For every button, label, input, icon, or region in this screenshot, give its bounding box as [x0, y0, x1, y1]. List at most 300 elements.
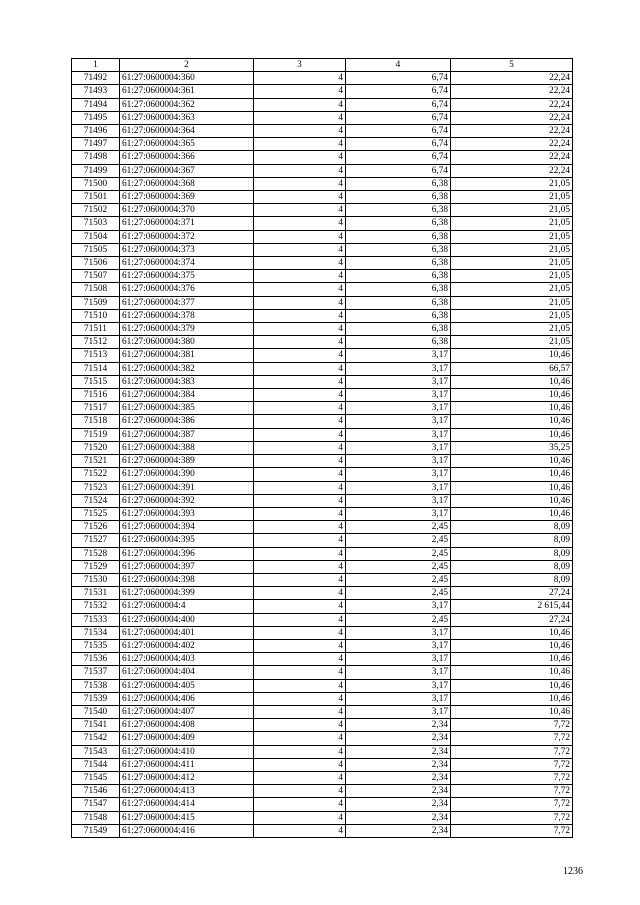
table-cell: 3,17 [346, 600, 451, 613]
table-cell: 2,45 [346, 547, 451, 560]
table-cell: 10,46 [451, 349, 573, 362]
table-cell: 10,46 [451, 507, 573, 520]
table-cell: 6,38 [346, 270, 451, 283]
table-cell: 6,38 [346, 230, 451, 243]
table-cell: 3,17 [346, 666, 451, 679]
table-cell: 10,46 [451, 481, 573, 494]
table-cell: 61:27:0600004:375 [120, 270, 254, 283]
table-row [72, 587, 573, 600]
table-cell: 71526 [72, 521, 120, 534]
table-cell: 3,17 [346, 362, 451, 375]
column-header: 1 [72, 59, 120, 72]
table-cell: 2,34 [346, 719, 451, 732]
table-cell: 6,74 [346, 138, 451, 151]
table-cell: 4 [254, 560, 346, 573]
table-cell: 71533 [72, 613, 120, 626]
table-cell: 71539 [72, 692, 120, 705]
table-row [72, 296, 573, 309]
table-row [72, 613, 573, 626]
table-cell: 6,38 [346, 217, 451, 230]
table-cell: 10,46 [451, 494, 573, 507]
table-cell: 10,46 [451, 639, 573, 652]
table-cell: 10,46 [451, 705, 573, 718]
table-cell: 61:27:0600004:404 [120, 666, 254, 679]
table-cell: 7,72 [451, 732, 573, 745]
table-cell: 10,46 [451, 653, 573, 666]
table-cell: 61:27:0600004:409 [120, 732, 254, 745]
table-row [72, 745, 573, 758]
table-cell: 8,09 [451, 547, 573, 560]
table-cell: 4 [254, 389, 346, 402]
table-cell: 71500 [72, 177, 120, 190]
table-cell: 4 [254, 98, 346, 111]
table-cell: 4 [254, 547, 346, 560]
table-cell: 61:27:0600004:368 [120, 177, 254, 190]
table-cell: 2,34 [346, 785, 451, 798]
table-cell: 71509 [72, 296, 120, 309]
table-cell: 71506 [72, 257, 120, 270]
table-row [72, 309, 573, 322]
table-cell: 71528 [72, 547, 120, 560]
table-cell: 71508 [72, 283, 120, 296]
table-cell: 4 [254, 323, 346, 336]
table-cell: 21,05 [451, 191, 573, 204]
table-cell: 4 [254, 798, 346, 811]
table-cell: 3,17 [346, 455, 451, 468]
table-row [72, 375, 573, 388]
table-cell: 71537 [72, 666, 120, 679]
table-cell: 71542 [72, 732, 120, 745]
table-row [72, 771, 573, 784]
table-cell: 61:27:0600004:383 [120, 375, 254, 388]
table-row [72, 692, 573, 705]
table-cell: 61:27:0600004:361 [120, 85, 254, 98]
data-table [71, 58, 573, 838]
table-cell: 22,24 [451, 72, 573, 85]
table-cell: 4 [254, 732, 346, 745]
table-cell: 71522 [72, 468, 120, 481]
table-cell: 71498 [72, 151, 120, 164]
table-cell: 4 [254, 375, 346, 388]
table-cell: 4 [254, 639, 346, 652]
table-cell: 61:27:0600004:397 [120, 560, 254, 573]
table-cell: 71494 [72, 98, 120, 111]
table-cell: 6,38 [346, 296, 451, 309]
table-cell: 71503 [72, 217, 120, 230]
table-cell: 61:27:0600004:387 [120, 428, 254, 441]
table-cell: 4 [254, 125, 346, 138]
table-row [72, 177, 573, 190]
table-row [72, 600, 573, 613]
table-cell: 61:27:0600004:411 [120, 758, 254, 771]
table-cell: 10,46 [451, 455, 573, 468]
table-cell: 4 [254, 257, 346, 270]
table-row [72, 283, 573, 296]
table-cell: 61:27:0600004:365 [120, 138, 254, 151]
table-cell: 8,09 [451, 521, 573, 534]
table-cell: 71549 [72, 824, 120, 837]
table-cell: 61:27:0600004:391 [120, 481, 254, 494]
table-cell: 61:27:0600004:388 [120, 441, 254, 454]
table-cell: 10,46 [451, 666, 573, 679]
table-cell: 10,46 [451, 415, 573, 428]
table-cell: 22,24 [451, 164, 573, 177]
table-cell: 61:27:0600004:390 [120, 468, 254, 481]
table-cell: 61:27:0600004:377 [120, 296, 254, 309]
table-cell: 71538 [72, 679, 120, 692]
table-cell: 3,17 [346, 653, 451, 666]
table-cell: 6,38 [346, 309, 451, 322]
table-cell: 61:27:0600004:403 [120, 653, 254, 666]
table-row [72, 560, 573, 573]
table-cell: 10,46 [451, 389, 573, 402]
table-cell: 71501 [72, 191, 120, 204]
table-cell: 71546 [72, 785, 120, 798]
table-row [72, 362, 573, 375]
table-cell: 3,17 [346, 441, 451, 454]
table-cell: 21,05 [451, 243, 573, 256]
table-cell: 21,05 [451, 309, 573, 322]
table-cell: 71510 [72, 309, 120, 322]
table-cell: 61:27:0600004:416 [120, 824, 254, 837]
table-cell: 71504 [72, 230, 120, 243]
table-row [72, 151, 573, 164]
table-row [72, 402, 573, 415]
table-cell: 71532 [72, 600, 120, 613]
table-cell: 2,34 [346, 811, 451, 824]
table-cell: 71545 [72, 771, 120, 784]
table-cell: 8,09 [451, 534, 573, 547]
table-cell: 7,72 [451, 771, 573, 784]
table-cell: 10,46 [451, 692, 573, 705]
table-cell: 71493 [72, 85, 120, 98]
table-cell: 61:27:0600004:376 [120, 283, 254, 296]
table-cell: 4 [254, 204, 346, 217]
table-cell: 4 [254, 230, 346, 243]
table-cell: 61:27:0600004:373 [120, 243, 254, 256]
table-cell: 4 [254, 653, 346, 666]
table-cell: 8,09 [451, 560, 573, 573]
table-cell: 71548 [72, 811, 120, 824]
table-cell: 4 [254, 402, 346, 415]
table-cell: 61:27:0600004:360 [120, 72, 254, 85]
table-cell: 71535 [72, 639, 120, 652]
table-cell: 61:27:0600004:363 [120, 111, 254, 124]
table-cell: 61:27:0600004:401 [120, 626, 254, 639]
table-cell: 4 [254, 573, 346, 586]
table-cell: 10,46 [451, 402, 573, 415]
table-cell: 6,38 [346, 336, 451, 349]
table-row [72, 653, 573, 666]
table-row [72, 441, 573, 454]
table-cell: 21,05 [451, 204, 573, 217]
table-cell: 2,34 [346, 798, 451, 811]
table-row [72, 626, 573, 639]
table-cell: 71511 [72, 323, 120, 336]
column-header: 4 [346, 59, 451, 72]
table-row [72, 389, 573, 402]
table-cell: 4 [254, 679, 346, 692]
table-cell: 4 [254, 336, 346, 349]
table-cell: 2,45 [346, 587, 451, 600]
table-row [72, 521, 573, 534]
table-row [72, 323, 573, 336]
table-cell: 71515 [72, 375, 120, 388]
table-row [72, 798, 573, 811]
table-cell: 35,25 [451, 441, 573, 454]
table-cell: 6,74 [346, 111, 451, 124]
table-cell: 61:27:0600004:413 [120, 785, 254, 798]
table-cell: 4 [254, 217, 346, 230]
table-row [72, 758, 573, 771]
table-row [72, 138, 573, 151]
table-cell: 71499 [72, 164, 120, 177]
table-cell: 61:27:0600004:362 [120, 98, 254, 111]
table-cell: 7,72 [451, 798, 573, 811]
table-row [72, 72, 573, 85]
table-cell: 3,17 [346, 639, 451, 652]
table-cell: 6,38 [346, 257, 451, 270]
table-row [72, 494, 573, 507]
table-row [72, 534, 573, 547]
table-row [72, 507, 573, 520]
table-cell: 21,05 [451, 230, 573, 243]
table-row [72, 719, 573, 732]
table-cell: 4 [254, 428, 346, 441]
table-row [72, 98, 573, 111]
table-cell: 6,74 [346, 151, 451, 164]
table-cell: 61:27:0600004:399 [120, 587, 254, 600]
table-cell: 21,05 [451, 323, 573, 336]
table-cell: 71527 [72, 534, 120, 547]
table-row [72, 785, 573, 798]
table-cell: 61:27:0600004:402 [120, 639, 254, 652]
table-cell: 61:27:0600004:398 [120, 573, 254, 586]
table-cell: 61:27:0600004:367 [120, 164, 254, 177]
table-cell: 61:27:0600004:371 [120, 217, 254, 230]
table-cell: 4 [254, 824, 346, 837]
table-cell: 71530 [72, 573, 120, 586]
table-cell: 61:27:0600004:396 [120, 547, 254, 560]
table-cell: 61:27:0600004:381 [120, 349, 254, 362]
table-cell: 6,38 [346, 177, 451, 190]
table-cell: 4 [254, 626, 346, 639]
table-cell: 4 [254, 177, 346, 190]
table-cell: 71536 [72, 653, 120, 666]
table-cell: 3,17 [346, 402, 451, 415]
table-cell: 4 [254, 758, 346, 771]
table-cell: 4 [254, 296, 346, 309]
table-cell: 71507 [72, 270, 120, 283]
table-cell: 8,09 [451, 573, 573, 586]
table-cell: 4 [254, 151, 346, 164]
table-cell: 71525 [72, 507, 120, 520]
table-cell: 61:27:0600004:364 [120, 125, 254, 138]
table-cell: 61:27:0600004:4 [120, 600, 254, 613]
table-cell: 3,17 [346, 692, 451, 705]
table-row [72, 204, 573, 217]
table-cell: 21,05 [451, 270, 573, 283]
table-cell: 71512 [72, 336, 120, 349]
table-cell: 66,57 [451, 362, 573, 375]
table-cell: 71492 [72, 72, 120, 85]
table-row [72, 481, 573, 494]
table-row [72, 415, 573, 428]
table-cell: 7,72 [451, 811, 573, 824]
table-cell: 71495 [72, 111, 120, 124]
table-row [72, 468, 573, 481]
table-cell: 4 [254, 613, 346, 626]
table-cell: 22,24 [451, 111, 573, 124]
table-row [72, 230, 573, 243]
table-cell: 61:27:0600004:372 [120, 230, 254, 243]
table-row [72, 111, 573, 124]
table-cell: 3,17 [346, 428, 451, 441]
table-cell: 61:27:0600004:395 [120, 534, 254, 547]
table-body [72, 72, 573, 838]
table-cell: 71534 [72, 626, 120, 639]
table-row [72, 125, 573, 138]
table-cell: 4 [254, 785, 346, 798]
table-cell: 4 [254, 705, 346, 718]
table-cell: 2,45 [346, 573, 451, 586]
table-cell: 71497 [72, 138, 120, 151]
table-row [72, 336, 573, 349]
table-cell: 3,17 [346, 705, 451, 718]
table-row [72, 243, 573, 256]
table-cell: 4 [254, 468, 346, 481]
table-cell: 71520 [72, 441, 120, 454]
table-cell: 71543 [72, 745, 120, 758]
table-cell: 4 [254, 481, 346, 494]
table-cell: 6,74 [346, 98, 451, 111]
table-row [72, 547, 573, 560]
table-cell: 71524 [72, 494, 120, 507]
table-row [72, 428, 573, 441]
table-cell: 7,72 [451, 824, 573, 837]
column-header: 2 [120, 59, 254, 72]
table-cell: 4 [254, 243, 346, 256]
table-cell: 6,74 [346, 72, 451, 85]
table-cell: 71544 [72, 758, 120, 771]
table-cell: 4 [254, 441, 346, 454]
table-cell: 2,45 [346, 534, 451, 547]
table-row [72, 573, 573, 586]
table-cell: 61:27:0600004:392 [120, 494, 254, 507]
table-cell: 2,45 [346, 560, 451, 573]
table-cell: 4 [254, 191, 346, 204]
table-cell: 61:27:0600004:384 [120, 389, 254, 402]
table-cell: 71523 [72, 481, 120, 494]
table-cell: 4 [254, 455, 346, 468]
table-cell: 4 [254, 309, 346, 322]
table-cell: 3,17 [346, 415, 451, 428]
table-cell: 71513 [72, 349, 120, 362]
table-cell: 61:27:0600004:389 [120, 455, 254, 468]
table-cell: 3,17 [346, 507, 451, 520]
table-cell: 3,17 [346, 494, 451, 507]
table-cell: 71541 [72, 719, 120, 732]
table-cell: 61:27:0600004:386 [120, 415, 254, 428]
table-cell: 22,24 [451, 98, 573, 111]
table-cell: 71502 [72, 204, 120, 217]
table-cell: 4 [254, 771, 346, 784]
table-cell: 2 615,44 [451, 600, 573, 613]
table-cell: 7,72 [451, 719, 573, 732]
table-cell: 71516 [72, 389, 120, 402]
table-cell: 71517 [72, 402, 120, 415]
table-cell: 2,34 [346, 771, 451, 784]
table-cell: 22,24 [451, 138, 573, 151]
table-cell: 21,05 [451, 283, 573, 296]
header-row [72, 59, 573, 72]
table-cell: 61:27:0600004:405 [120, 679, 254, 692]
table-cell: 4 [254, 85, 346, 98]
table-cell: 61:27:0600004:410 [120, 745, 254, 758]
table-cell: 4 [254, 587, 346, 600]
table-row [72, 164, 573, 177]
table-cell: 2,34 [346, 732, 451, 745]
column-header: 3 [254, 59, 346, 72]
table-cell: 2,45 [346, 613, 451, 626]
table-cell: 61:27:0600004:407 [120, 705, 254, 718]
table-cell: 61:27:0600004:379 [120, 323, 254, 336]
table-cell: 61:27:0600004:366 [120, 151, 254, 164]
table-cell: 21,05 [451, 336, 573, 349]
table-cell: 2,34 [346, 824, 451, 837]
table-cell: 61:27:0600004:385 [120, 402, 254, 415]
table-cell: 22,24 [451, 151, 573, 164]
table-cell: 21,05 [451, 217, 573, 230]
table-cell: 71505 [72, 243, 120, 256]
table-row [72, 270, 573, 283]
table-cell: 2,45 [346, 521, 451, 534]
table-row [72, 257, 573, 270]
table-cell: 61:27:0600004:415 [120, 811, 254, 824]
table-cell: 61:27:0600004:400 [120, 613, 254, 626]
table-row [72, 217, 573, 230]
table-row [72, 679, 573, 692]
table-cell: 3,17 [346, 481, 451, 494]
table-row [72, 732, 573, 745]
table-row [72, 824, 573, 837]
table-cell: 3,17 [346, 626, 451, 639]
table-cell: 7,72 [451, 785, 573, 798]
table-cell: 61:27:0600004:370 [120, 204, 254, 217]
table-cell: 21,05 [451, 257, 573, 270]
table-cell: 61:27:0600004:412 [120, 771, 254, 784]
table-cell: 4 [254, 534, 346, 547]
table-cell: 7,72 [451, 758, 573, 771]
table-cell: 4 [254, 138, 346, 151]
table-cell: 6,38 [346, 323, 451, 336]
table-cell: 6,38 [346, 283, 451, 296]
table-cell: 4 [254, 72, 346, 85]
table-cell: 61:27:0600004:378 [120, 309, 254, 322]
table-row [72, 666, 573, 679]
page-number: 1236 [563, 866, 583, 877]
table-cell: 6,38 [346, 191, 451, 204]
table-cell: 61:27:0600004:406 [120, 692, 254, 705]
table-cell: 61:27:0600004:369 [120, 191, 254, 204]
table-cell: 71531 [72, 587, 120, 600]
table-row [72, 455, 573, 468]
table-cell: 6,38 [346, 204, 451, 217]
table-cell: 21,05 [451, 296, 573, 309]
table-cell: 61:27:0600004:374 [120, 257, 254, 270]
table-cell: 61:27:0600004:380 [120, 336, 254, 349]
table-cell: 4 [254, 164, 346, 177]
